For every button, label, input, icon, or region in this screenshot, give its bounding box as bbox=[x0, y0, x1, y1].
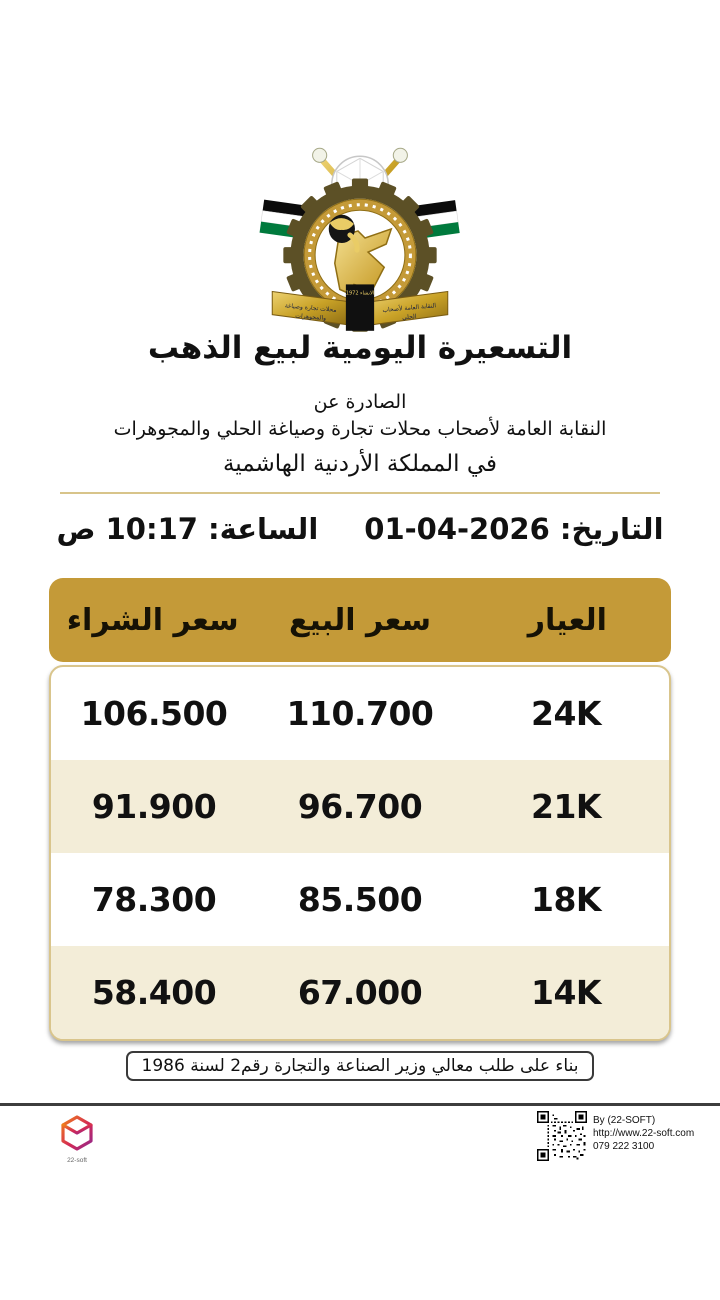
buy-price-cell: 78.300 bbox=[91, 880, 217, 919]
credit-phone: 079 222 3100 bbox=[593, 1141, 655, 1152]
buy-price-cell: 106.500 bbox=[80, 694, 228, 733]
page-title: التسعيرة اليومية لبيع الذهب bbox=[147, 330, 573, 366]
column-header-buy: سعر الشراء bbox=[66, 602, 239, 638]
time-suffix: ص bbox=[56, 512, 96, 546]
date-label: التاريخ: bbox=[559, 512, 664, 546]
ribbon-left-text-2: والمجوهرات bbox=[295, 312, 327, 323]
column-header-karat: العيار bbox=[527, 602, 607, 638]
time-field bbox=[56, 512, 318, 546]
buy-price-cell: 91.900 bbox=[91, 787, 217, 826]
table-row bbox=[51, 760, 669, 853]
ribbon-left-text-1: محلات تجارة وصياغة bbox=[284, 302, 337, 314]
ribbon-shield-text: الانشاء 1972 bbox=[345, 290, 375, 297]
sell-price-cell: 110.700 bbox=[286, 694, 434, 733]
time-label: الساعة: bbox=[208, 512, 319, 546]
date-value: 01-04-2026 bbox=[364, 512, 550, 546]
gold-divider bbox=[60, 492, 660, 494]
date-time-bar bbox=[0, 512, 720, 546]
ribbon-right-text-1: النقابة العامة لأصحاب bbox=[382, 302, 437, 314]
company-logo bbox=[60, 1114, 94, 1164]
karat-cell: 24K bbox=[531, 694, 601, 733]
note-wrapper bbox=[0, 1051, 720, 1081]
gold-price-table bbox=[49, 578, 671, 1041]
footer-divider bbox=[0, 1103, 720, 1106]
sell-price-cell: 85.500 bbox=[297, 880, 423, 919]
legal-note: بناء على طلب معالي وزير الصناعة والتجارة رقم2 لسنة 1986 bbox=[126, 1051, 595, 1081]
table-header-row bbox=[49, 578, 671, 662]
table-row bbox=[51, 853, 669, 946]
credit-block bbox=[593, 1114, 720, 1153]
cube-logo-icon bbox=[60, 1114, 94, 1152]
buy-price-cell: 58.400 bbox=[91, 973, 217, 1012]
credit-url: http://www.22-soft.com bbox=[593, 1128, 695, 1139]
table-row bbox=[51, 667, 669, 760]
kingdom-line: في المملكة الأردنية الهاشمية bbox=[222, 451, 498, 477]
ribbon-banner bbox=[272, 284, 448, 330]
karat-cell: 14K bbox=[531, 973, 601, 1012]
credit-by: By (22-SOFT) bbox=[593, 1115, 656, 1126]
sell-price-cell: 96.700 bbox=[297, 787, 423, 826]
table-row bbox=[51, 946, 669, 1039]
time-value: 10:17 bbox=[105, 512, 198, 546]
column-header-sell: سعر البيع bbox=[288, 602, 432, 638]
association-line: النقابة العامة لأصحاب محلات تجارة وصياغة الحلي والمجوهرات bbox=[113, 418, 607, 440]
issued-by-line: الصادرة عن bbox=[313, 391, 407, 413]
association-emblem bbox=[244, 142, 476, 334]
karat-cell: 18K bbox=[531, 880, 601, 919]
qr-code-icon bbox=[537, 1111, 587, 1161]
karat-cell: 21K bbox=[531, 787, 601, 826]
date-field bbox=[364, 512, 663, 546]
company-logo-label: 22-soft bbox=[67, 1157, 87, 1164]
ribbon-right-text-2: الحلي bbox=[401, 313, 417, 322]
sell-price-cell: 67.000 bbox=[297, 973, 423, 1012]
table-body bbox=[49, 665, 671, 1041]
